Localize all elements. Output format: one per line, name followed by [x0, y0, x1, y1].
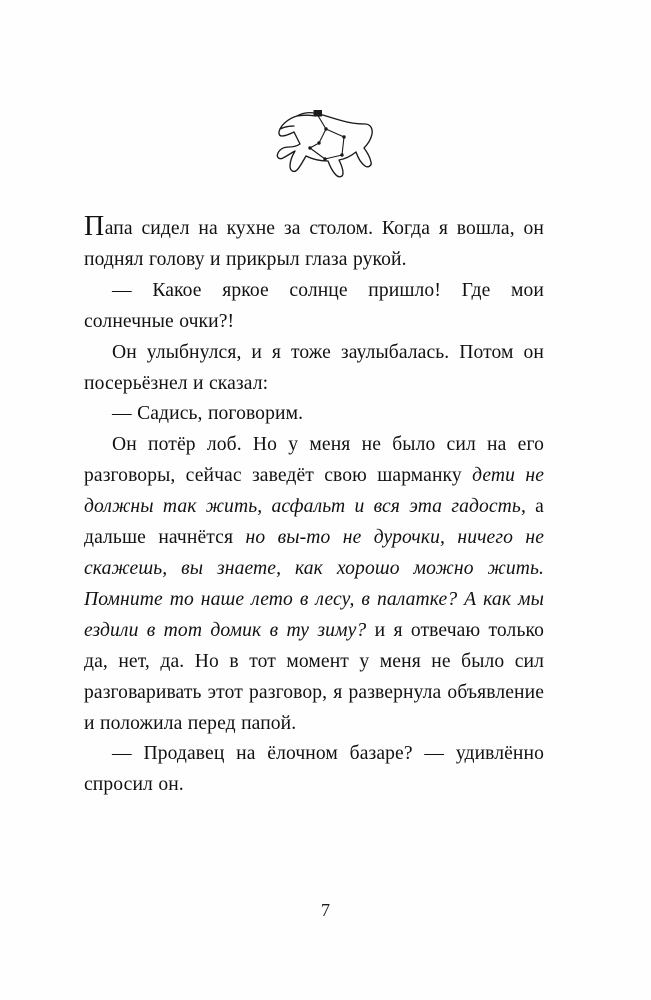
paragraph-3	[84, 338, 544, 400]
paragraph-4	[84, 399, 544, 430]
paragraph-2-text: — Какое яркое солнце пришло! Где мои солнечные очки?!	[84, 279, 544, 332]
page-number: 7	[321, 900, 330, 920]
paragraph-6	[84, 739, 544, 801]
paragraph-2	[84, 276, 544, 338]
paragraph-3-text: Он улыбнулся, и я тоже заулыбалась. Потом он посерьёзнел и сказал:	[84, 341, 544, 394]
paragraph-1-text: апа сидел на кухне за столом. Когда я вошла, он поднял голову и прикрыл глаза рукой.	[84, 218, 544, 270]
paragraph-5-run-2-italic: дети не должны так жить, асфальт и вся эта гадость	[84, 465, 544, 518]
paragraph-5-run-1: Он потёр лоб. Но у меня не было сил на его разговоры, сейчас заведёт свою шарманку	[84, 434, 544, 487]
paragraph-5-run-3: , а дальше начнётся	[84, 496, 544, 549]
paragraph-6-text: — Продавец на ёлочном базаре? — удивлённо спросил он.	[84, 743, 544, 796]
paragraph-4-text: — Садись, поговорим.	[112, 403, 304, 425]
body-text	[84, 211, 545, 801]
chapter-vignette	[0, 100, 651, 192]
bear-constellation-icon	[270, 103, 382, 189]
paragraph-1	[84, 211, 544, 276]
paragraph-5-run-5: и я отвечаю только да, нет, да. Но в тот момент у меня не было сил разговаривать этот разговор, я развернула объявление и положила перед папой.	[84, 619, 544, 734]
paragraph-5	[84, 430, 544, 739]
paragraph-5-run-4-italic: но вы-то не дурочки, ничего не скажешь, вы знаете, как хорошо можно жить. Помните то наше лето в лесу, в палатке? А как мы ездили в тот домик в ту зиму?	[84, 527, 545, 641]
paragraph-initial: П	[84, 211, 105, 242]
